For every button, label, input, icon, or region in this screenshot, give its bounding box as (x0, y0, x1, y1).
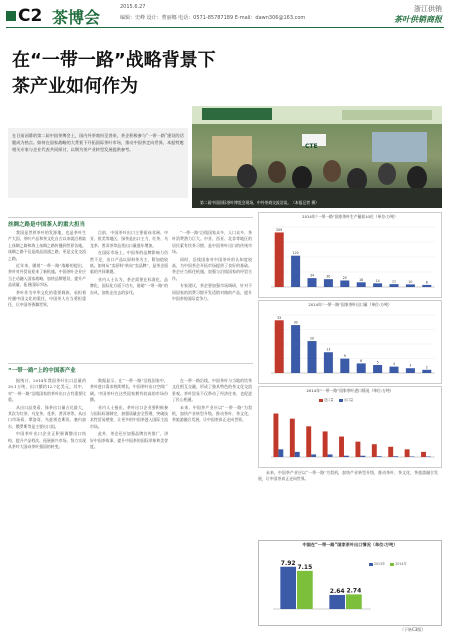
data-label: 20 (309, 336, 315, 341)
bar (373, 365, 382, 373)
legend-label: 2014年 (395, 562, 407, 566)
bar (339, 437, 344, 457)
bar (275, 320, 284, 373)
bar (422, 285, 431, 287)
bar (357, 363, 366, 373)
bar (280, 567, 296, 609)
chart-legend (319, 397, 353, 402)
bar (344, 456, 349, 457)
paragraph: 近年来，随着“一带一路”战略的提出，茶叶对外贸易迎来了新机遇。中国茶叶企业应当主动融入国家战略，加快品牌建设，提升产品质量，拓展国际市场。 (8, 263, 86, 288)
bar (405, 449, 410, 457)
section-divider (8, 217, 253, 218)
chart-export-plot (259, 309, 441, 383)
text-column (8, 230, 86, 358)
text-column (90, 230, 168, 358)
article-title (12, 48, 216, 100)
chart-import-plot (259, 403, 441, 465)
legend-swatch (339, 399, 343, 402)
bar (340, 359, 349, 373)
title-line-1: 在“一带一路”战略背景下 (12, 50, 216, 71)
bar (297, 571, 313, 609)
bar (373, 283, 382, 287)
data-label: 2.64 (329, 587, 345, 595)
data-label: 10 (408, 279, 413, 284)
continued-note: （下转C3版） (400, 627, 426, 632)
legend-label: 出口量 (343, 398, 354, 402)
paragraph: 茶叶作为中华文化的重要载体，承担着传播中国文化的重任，中国茶人应当勇担重任，让中国茶香飘世界。 (8, 289, 86, 308)
paragraph: 数据显示，在“一带一路”沿线国家中，茶叶进口需求持续增长，中国茶叶出口空间广阔。中国茶叶在这些国家拥有较高的市场份额。 (90, 378, 168, 403)
section-heading-2: “一带一路”上的中国茶产业 (8, 368, 76, 374)
page-number: C2 (6, 6, 42, 26)
legend-swatch (369, 563, 373, 566)
bar (307, 278, 316, 287)
text-column (172, 230, 252, 358)
bar (410, 456, 415, 457)
chart-legend (369, 561, 407, 566)
bar (275, 232, 284, 287)
paragraph: 据统计，2014年我国茶叶出口总量约30.1万吨，出口额约12.7亿美元。其中，对“一带一路”沿线国家的茶叶出口占有重要比重。 (8, 378, 86, 403)
bar (278, 449, 283, 457)
data-label: 8 (425, 280, 428, 285)
data-label: 5 (376, 360, 379, 365)
legend-swatch (390, 563, 394, 566)
bar (421, 452, 426, 457)
bar (372, 444, 377, 457)
paragraph: 此外，茶企还应加强品牌宣传推广，讲好中国茶故事，提升中国茶的国际形象和美誉度。 (90, 431, 168, 450)
bar (377, 456, 382, 457)
event-photo-graphic (192, 106, 442, 208)
photo-sign: CTE (305, 143, 318, 150)
bar (290, 419, 295, 457)
newspaper-logo: 茶叶供销商报 (394, 14, 442, 24)
bar (389, 367, 398, 373)
data-label: 13 (326, 347, 331, 352)
paragraph: 专家建议，茶企要加强市场调研，针对不同国家的消费习惯开发适销对路的产品，提升中国茶的国际竞争力。 (172, 283, 252, 302)
bar (307, 341, 316, 373)
chart-title: 中国在“一带一路”国家茶叶出口情况（单位:万吨） (302, 542, 398, 547)
header-divider (6, 27, 444, 28)
bar (306, 426, 311, 457)
bar (406, 284, 415, 287)
bar (360, 456, 365, 457)
text-column (8, 378, 86, 623)
chart-production-plot (259, 221, 441, 297)
bar (291, 256, 300, 287)
section-heading-1: 丝绸之路是中国茶人的重大担当 (8, 222, 86, 228)
data-label: 120 (292, 251, 299, 256)
data-label: 30 (326, 274, 331, 279)
data-label: 34 (309, 273, 315, 278)
bar (389, 284, 398, 287)
bar (340, 280, 349, 287)
bar (355, 442, 360, 457)
chart-production (258, 212, 442, 298)
chart-export (258, 300, 442, 384)
section-divider (8, 363, 253, 364)
bar (329, 595, 345, 609)
bar (324, 352, 333, 373)
data-label: 30 (293, 320, 298, 325)
bar (426, 456, 431, 457)
paragraph: 未来，中国茶产业应以“一带一路”为契机，加快产业转型升级，推动茶叶、茶文化、茶旅游融合发展，让中国茶真正走向世界。 (258, 470, 438, 482)
data-label: 4 (392, 362, 396, 367)
data-label: 6 (360, 358, 363, 363)
data-label: 2 (425, 365, 428, 370)
paragraph: 目前，中国茶叶出口主要面向非洲、中亚、欧美等地区，绿茶是出口主力，红茶、乌龙茶、普洱茶等品类出口量逐年增加。 (90, 230, 168, 248)
data-label: 14 (375, 278, 380, 283)
legend-swatch (319, 399, 323, 402)
event-photo (192, 106, 442, 208)
data-label: 7.15 (297, 563, 313, 571)
paragraph: 业内人士指出，茶叶出口企业要积极参与国际标准制定，加强质量安全管理，突破技术性贸易壁垒，让更多的中国茶进入国际主流市场。 (90, 404, 168, 429)
bar (422, 370, 431, 373)
data-label: 9 (343, 354, 346, 359)
title-line-2: 茶产业如何作为 (12, 76, 138, 97)
editor-info: 编辑：史峰 设计：曹丽娜 电话：0571-85787189 E-mail：dawn306@163.com (120, 15, 306, 21)
chart-title: 2014年“一带一路”国家茶叶生产量前10位（单位:万吨） (302, 214, 398, 219)
section-name: 茶博会 (52, 8, 101, 27)
legend-label: 2013年 (374, 562, 386, 566)
chart-title: 2014年“一带一路”国家茶叶出口量（单位:万吨） (308, 302, 392, 307)
bar (328, 454, 333, 457)
bar (388, 447, 393, 457)
bar (324, 279, 333, 287)
bar (406, 368, 415, 373)
paragraph: 在一带一路沿线，中国茶叶与当地的饮茶文化相互交融，形成了独具特色的茶文化交流景观。茶叶贸易不仅带动了经济往来，也促进了民心相通。 (172, 378, 252, 403)
edition-name: 浙江供销 (414, 5, 442, 13)
bar (291, 325, 300, 373)
bar (346, 594, 362, 609)
paragraph: “一带一路”沿线国家众多，人口众多，茶叶消费潜力巨大。中亚、西亚、北非等地区的居民素有饮茶习惯，是中国茶叶出口的传统市场。 (172, 230, 252, 255)
paragraph: 从出口品类看，绿茶出口量占比最大，其次为红茶、乌龙茶、花茶、普洱茶等。从出口市场看，摩洛哥、乌兹别克斯坦、塞内加尔、俄罗斯等是主要出口国。 (8, 404, 86, 429)
article-lead: 在日前闭幕的第二届中国茶博会上，国内外茶商纷至沓来，茶企积极参与“一带一路”建设的话题成为热点。如何在国家战略的大背景下开拓国际茶叶市场，推动中国茶走向世界，本报特邀相关专家与企业代表共同探讨，以期为茶产业转型发展提供参考。 (12, 133, 184, 152)
bar (311, 454, 316, 457)
paragraph: 我国是世界茶叶的发源地，也是茶叶生产大国，茶叶产品和茶文化自古以来就沿着陆上丝绸之路和海上丝绸之路传播到世界各地。丝绸之路不仅是商品流通之路，更是文化交流之路。 (8, 230, 86, 261)
data-label: 18 (359, 277, 364, 282)
bar (357, 282, 366, 287)
paragraph: 中国茶叶出口企业正积极调整出口结构，提升产品档次，拓展新兴市场，努力实现从茶叶大国向茶叶强国的转变。 (8, 431, 86, 450)
photo-caption: 第二届中国国际茶叶博览会现场，中外茶商交流洽谈。（本报记者 摄） (200, 200, 319, 205)
text-column (90, 378, 168, 623)
paragraph: 同时，沿线国家对中国茶叶的认知度较高，为中国茶企开拓市场提供了良好的基础。茶企应当抓住机遇，加强与沿线国家的经贸合作。 (172, 256, 252, 281)
chart-title: 2014年“一带一路”国家茶叶进口情况（单位:万吨） (306, 388, 394, 393)
data-label: 7.92 (280, 559, 296, 567)
data-label: 3 (409, 363, 412, 368)
bar (393, 456, 398, 457)
text-column (258, 470, 438, 540)
data-label: 11 (391, 279, 397, 284)
paragraph: 业内人士认为，茶企需要在标准化、品牌化、国际化方面下功夫，借助“一带一路”的东风，加快走出去的步伐。 (90, 276, 168, 295)
data-label: 2.74 (346, 587, 362, 595)
paragraph: 未来，中国茶产业应以“一带一路”为契机，加快产业转型升级，推动茶叶、茶文化、茶旅游融合发展，让中国茶真正走向世界。 (172, 404, 252, 423)
bar (323, 431, 328, 457)
data-label: 33 (277, 315, 282, 320)
bar (295, 452, 300, 457)
chart-import (258, 386, 442, 468)
chart-china-export-plot (259, 549, 441, 615)
legend-label: 进口量 (324, 398, 334, 402)
data-label: 25 (342, 275, 347, 280)
bar (273, 414, 278, 457)
issue-date: 2015.6.27 (120, 4, 146, 10)
text-column (172, 378, 252, 508)
section-marker-icon (6, 11, 16, 21)
paragraph: 在国际市场上，中国茶的品牌影响力仍然不足，出口产品以原料茶为主，附加值较低。如何从“卖原料”转向“卖品牌”，是茶企面临的共同课题。 (90, 250, 168, 275)
data-label: 209 (276, 227, 283, 232)
chart-china-export (258, 540, 442, 626)
